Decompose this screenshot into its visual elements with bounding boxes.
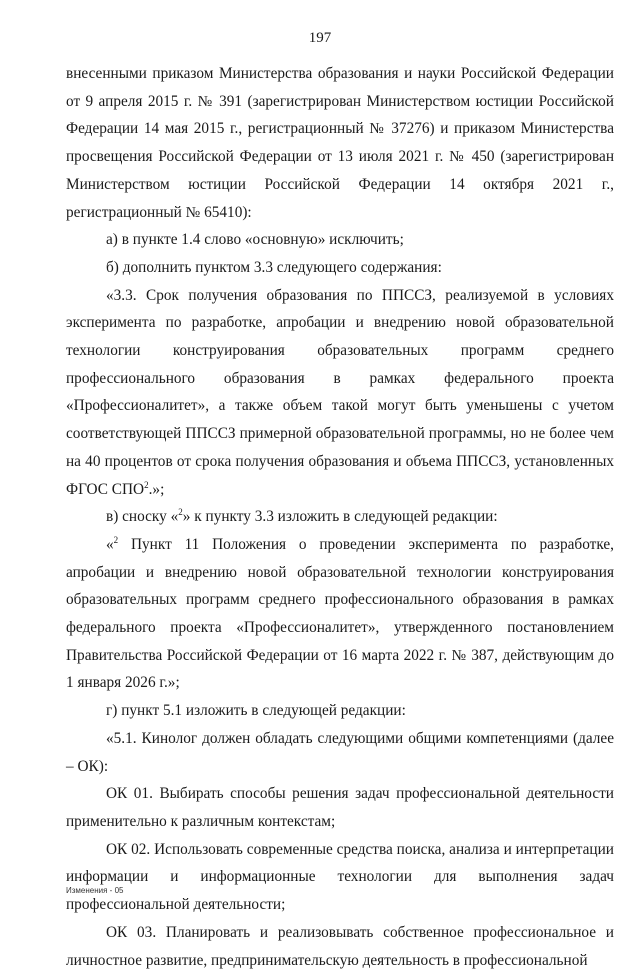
document-body — [66, 60, 614, 974]
paragraph-item-v: в) сноску «$^2$» к пункту 3.3 изложить в следующей редакции: — [106, 507, 498, 526]
footnote-mark: 2 — [178, 507, 183, 518]
page-number: 197 — [308, 30, 332, 46]
paragraph-item-a: а) в пункте 1.4 слово «основную» исключить; — [106, 231, 404, 249]
paragraph-intro: внесенными приказом Министерства образования и науки Российской Федерации от 9 апреля 2015 г. № 391 (зарегистрирован Министерством юстиции Российской Федерации 14 мая 2015 г., регистрационный № 37276) и приказом Министерства просвещения Российской Федерации от 13 июля 2021 г. № 450 (зарегистрирован Министерством юстиции Российской Федерации 14 октября 2021 г., регистрационный № 65410): — [66, 65, 614, 221]
footnote-mark: 2 — [113, 534, 119, 545]
paragraph-footnote-text: «$^2$ Пункт 11 Положения о проведении эксперимента по разработке, апробации и внедрению новой образовательной технологии конструирования образовательных программ среднего профессионального образования в рамках федерального проекта «Профессионалитет», утвержденного постановлением Правительства Российской Федерации от 16 марта 2022 г. № 387, действующим до 1 января 2026 г.»; — [66, 534, 614, 692]
paragraph-clause-3-3: «3.3. Срок получения образования по ППССЗ, реализуемой в условиях эксперимента по разработке, апробации и внедрению новой образовательной технологии конструирования образовательных программ среднего профессионального образования в рамках федерального проекта «Профессионалитет», а также объем такой могут быть уменьшены с учетом соответствующей ППССЗ примерной образовательной программы, но не более чем на 40 процентов от срока получения образования и объема ППССЗ, установленных ФГОС СПО$^2$.»; — [66, 286, 614, 498]
paragraph-ok-01: ОК 01. Выбирать способы решения задач профессиональной деятельности применительно к различным контекстам; — [66, 785, 614, 830]
paragraph-item-g: г) пункт 5.1 изложить в следующей редакции: — [106, 702, 406, 720]
footnote-mark: 2 — [144, 479, 149, 490]
paragraph-clause-5-1: «5.1. Кинолог должен обладать следующими общими компетенциями (далее – ОК): — [66, 729, 614, 775]
footer-label: Изменения - 05 — [66, 886, 124, 895]
paragraph-item-b: б) дополнить пунктом 3.3 следующего содержания: — [106, 258, 442, 276]
paragraph-ok-02: ОК 02. Использовать современные средства поиска, анализа и интерпретации информации и информационные технологии для выполнения задач профессиональной деятельности; — [66, 840, 614, 914]
paragraph-ok-03: ОК 03. Планировать и реализовывать собственное профессиональное и личностное развитие, предпринимательскую деятельность в профессиональной — [66, 923, 614, 969]
